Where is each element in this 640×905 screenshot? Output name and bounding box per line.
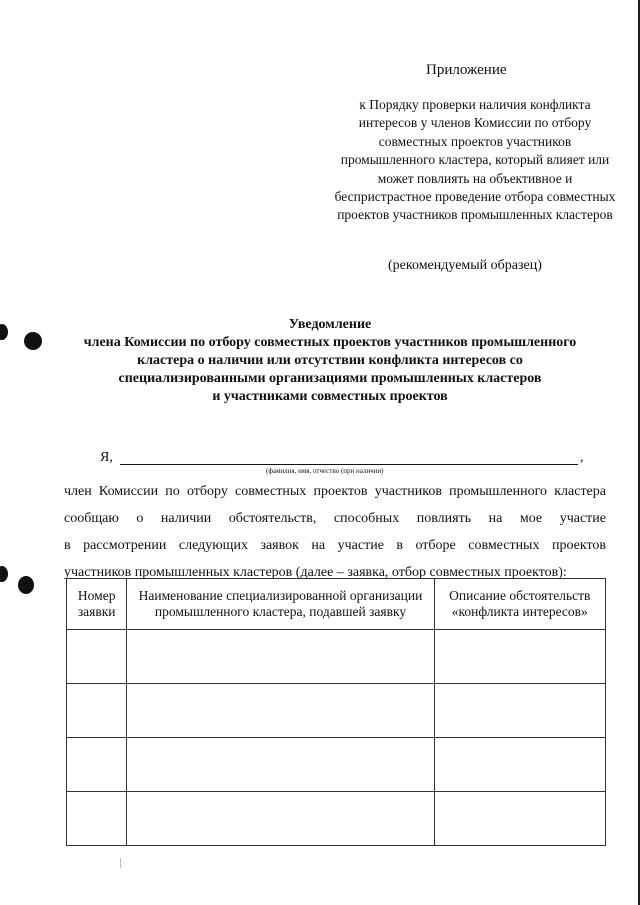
table-cell	[127, 684, 434, 738]
punch-hole-mark	[0, 324, 8, 340]
table-cell	[127, 630, 434, 684]
body-line: участников промышленных кластеров (далее – заявка, отбор совместных проектов):	[64, 565, 567, 580]
table-row	[67, 792, 606, 846]
table-cell	[434, 792, 605, 846]
appendix-title: Приложение	[426, 62, 507, 78]
heading-line: кластера о наличии или отсутствии конфликта интересов со	[137, 353, 523, 368]
heading-line: и участниками совместных проектов	[212, 389, 448, 404]
table-cell	[127, 738, 434, 792]
table-cell	[434, 684, 605, 738]
table-cell	[67, 738, 127, 792]
body-line: член Комиссии по отбору совместных проектов участников промышленного кластера	[64, 484, 606, 499]
table-cell	[434, 630, 605, 684]
notification-heading	[40, 316, 620, 406]
punch-hole-mark	[24, 332, 42, 350]
applications-table	[66, 578, 606, 846]
table-row	[67, 684, 606, 738]
header-conflict-description: Описание обстоятельств «конфликта интересов»	[434, 579, 605, 630]
table-cell	[67, 684, 127, 738]
table-row	[67, 738, 606, 792]
sample-note: (рекомендуемый образец)	[388, 258, 542, 273]
heading-line: члена Комиссии по отбору совместных проектов участников промышленного	[83, 335, 577, 350]
table-cell	[127, 792, 434, 846]
punch-hole-mark	[18, 576, 34, 594]
header-application-number: Номер заявки	[67, 579, 127, 630]
name-label: Я,	[100, 450, 113, 465]
table-row	[67, 630, 606, 684]
name-underline	[120, 464, 578, 465]
header-organization-name: Наименование специализированной организации промышленного кластера, подавшей заявку	[127, 579, 434, 630]
table-cell	[434, 738, 605, 792]
table-cell	[67, 630, 127, 684]
notification-body	[64, 478, 606, 586]
punch-hole-mark	[0, 566, 8, 582]
heading-line: Уведомление	[288, 317, 372, 332]
body-line: в рассмотрении следующих заявок на участие в отборе совместных проектов	[64, 538, 606, 553]
table-cell	[67, 792, 127, 846]
appendix-text: к Порядку проверки наличия конфликта интересов у членов Комиссии по отбору совместных проектов участников промышленного кластера, который влияет или может повлиять на объективное и беспристрастное проведение отбора совместных проектов участников промышленных кластеров	[334, 97, 616, 223]
table-header-row	[67, 579, 606, 630]
body-line: сообщаю о наличии обстоятельств, способных повлиять на мое участие	[64, 511, 606, 526]
heading-line: специализированными организациями промышленных кластеров	[118, 371, 542, 386]
scan-mark	[120, 858, 121, 868]
name-caption: (фамилия, имя, отчество (при наличии)	[266, 467, 384, 475]
name-comma: ,	[580, 450, 584, 465]
